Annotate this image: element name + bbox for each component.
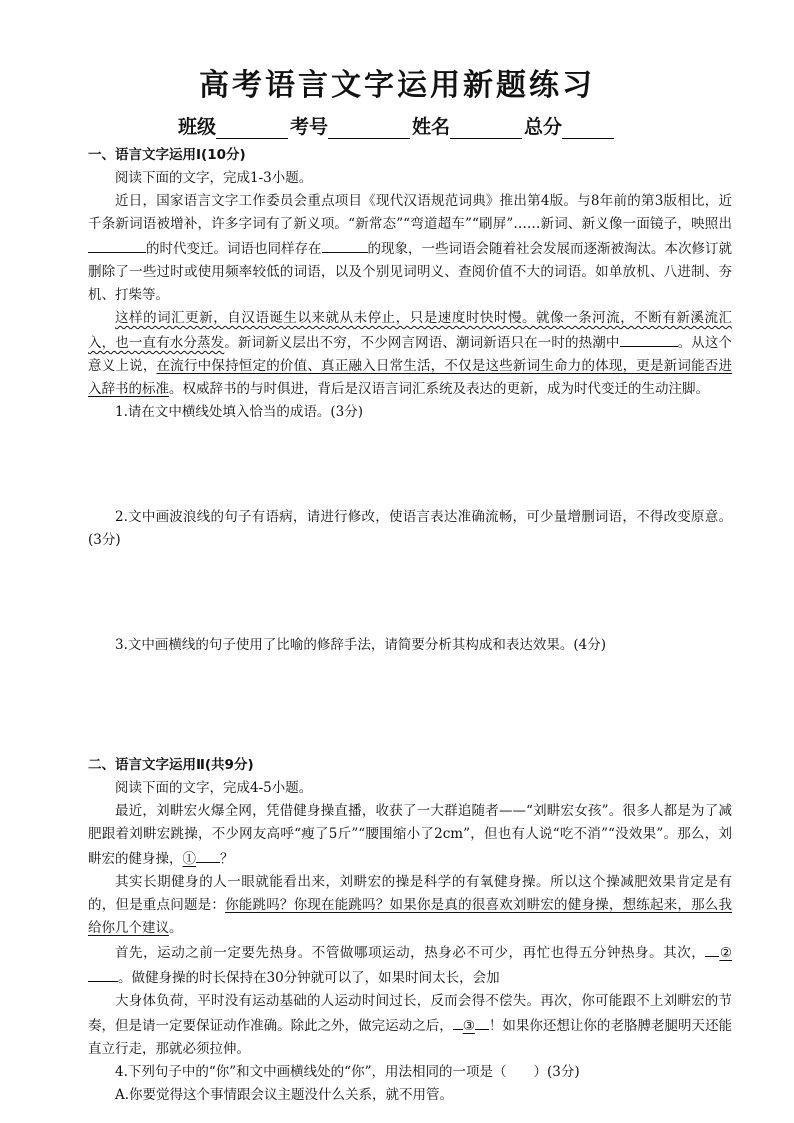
section-2-paragraph-3 [88, 940, 732, 990]
fill-blank-2 [322, 236, 368, 253]
question-3: 3.文中画横线的句子使用了比喻的修辞手法，请简要分析其构成和表达效果。(4分) [115, 637, 607, 653]
passage-text: 大身体负荷，平时没有运动基础的人运动时间过长，反而会得不偿失。再次，你可能跟不上刘畊宏的节奏，但是请一定要保证动作准确。除此之外，做完运动之后， [88, 993, 732, 1034]
student-info-line [0, 112, 794, 139]
passage-text: 其实长期健身的人一眼就能看出来，刘畊宏的操是科学的有氧健身操。所以这个操减肥效果肯定是有的，但是重点问题是： [88, 874, 732, 913]
exam-content [88, 144, 732, 1107]
section-2-heading: 二、语言文字运用Ⅱ(共9分) [88, 757, 254, 773]
blank-2: ② [719, 945, 733, 961]
passage-text: 的现象，一些词语会随着社会发展而逐渐被淘汰。本次修订就删除了一些过时或使用频率较低的词语，以及个别见词明义、查阅价值不大的词语。如单放机、八进制、夯机、打柴等。 [88, 241, 732, 303]
question-4-option-a: A.你要觉得这个事情跟会议主题没什么关系，就不用管。 [115, 1087, 454, 1103]
name-blank [450, 120, 522, 139]
underlined-sentence: 在流行中保持恒定的价值、真正融入日常生活，不仅是这些新词生命力的体现，更是新词能否进入辞书的标准 [88, 358, 733, 397]
section-1-heading: 一、语言文字运用Ⅰ(10分) [88, 147, 246, 163]
section-1-paragraph-2 [88, 307, 732, 401]
passage-text: ？ [220, 851, 234, 867]
blank-3-line-left [453, 1013, 463, 1030]
passage-text: 近日，国家语言文字工作委员会重点项目《现代汉语规范词典》推出第4版。与8年前的第3版相比，近千条新词语被增补，许多字词有了新义项。“新常态”“弯道超车”“刷屏”……新词、新义像一面镜子，映照出 [88, 193, 732, 232]
question-2: 2.文中画波浪线的句子有语病，请进行修改，使语言表达准确流畅，可少量增删词语，不得改变原意。(3分) [88, 509, 732, 548]
score-blank [562, 120, 614, 139]
blank-1: ① [182, 851, 196, 867]
section-2-paragraph-4 [88, 990, 732, 1061]
number-label: 考号 [289, 116, 328, 138]
page-title: 高考语言文字运用新题练习 [199, 68, 595, 103]
passage-text: 首先，运动之前一定要先热身。不管做哪项运动，热身必不可少，再忙也得五分钟热身。其次， [115, 945, 706, 961]
passage-text: 。 [169, 920, 183, 936]
fill-blank-1 [88, 236, 146, 253]
passage-text: 。从这个意义上说， [88, 335, 733, 374]
passage-text: ！如果你还想让你的老胳膊老腿明天还能直立行走，那就必须拉伸。 [88, 1018, 733, 1057]
passage-text: 。新词新义层出不穷，不少网言网语、潮词新语只在一时的热潮中 [224, 335, 620, 351]
blank-2-line-right [88, 965, 118, 982]
section-1-instruction: 阅读下面的文字，完成1-3小题。 [115, 170, 313, 186]
blank-3: ③ [462, 1018, 475, 1034]
class-label: 班级 [177, 116, 216, 138]
blank-3-line-right [475, 1013, 489, 1030]
section-2-paragraph-2 [88, 871, 732, 940]
name-label: 姓名 [412, 116, 451, 138]
underlined-sentence: 你能跳吗？你现在能跳吗？如果你是真的很喜欢刘畊宏的健身操，想练起来，那么我给你几个建议 [88, 897, 733, 936]
blank-1-line [196, 846, 220, 863]
question-1: 1.请在文中横线处填入恰当的成语。(3分) [115, 404, 364, 420]
blank-2-line-left [705, 940, 719, 957]
section-1-paragraph-1 [88, 190, 732, 307]
question-4: 4.下列句子中的“你”和文中画横线处的“你”，用法相同的一项是（ ）(3分) [115, 1064, 580, 1080]
section-2-paragraph-1 [88, 800, 732, 871]
passage-text: 最近，刘畊宏火爆全网，凭借健身操直播，收获了一大群追随者——“刘畊宏女孩”。很多人都是为了减肥跟着刘畊宏跳操，不少网友高呼“瘦了5斤”“腰围缩小了2cm”，但也有人说“吃不消”“没效果”。那么，刘畊宏的健身操， [88, 803, 732, 867]
section-2-instruction: 阅读下面的文字，完成4-5小题。 [115, 780, 313, 796]
answer-space-3 [88, 657, 732, 754]
wavy-underlined-sentence: 这样的词汇更新，自汉语诞生以来就从未停止，只是速度时快时慢。就像一条河流，不断有新溪流汇入，也一直有水分蒸发 [88, 310, 732, 351]
class-blank [216, 120, 288, 139]
answer-space-1 [88, 424, 732, 506]
answer-space-2 [88, 552, 732, 634]
passage-text: 的时代变迁。词语也同样存在 [146, 241, 322, 257]
score-label: 总分 [524, 116, 563, 138]
passage-text: 。做健身操的时长保持在30分钟就可以了，如果时间太长，会加 [118, 970, 500, 986]
fill-blank-3 [620, 330, 678, 347]
number-blank [328, 120, 410, 139]
passage-text: 。权威辞书的与时俱进，背后是汉语言词汇系统及表达的更新，成为时代变迁的生动注脚。 [169, 381, 709, 397]
